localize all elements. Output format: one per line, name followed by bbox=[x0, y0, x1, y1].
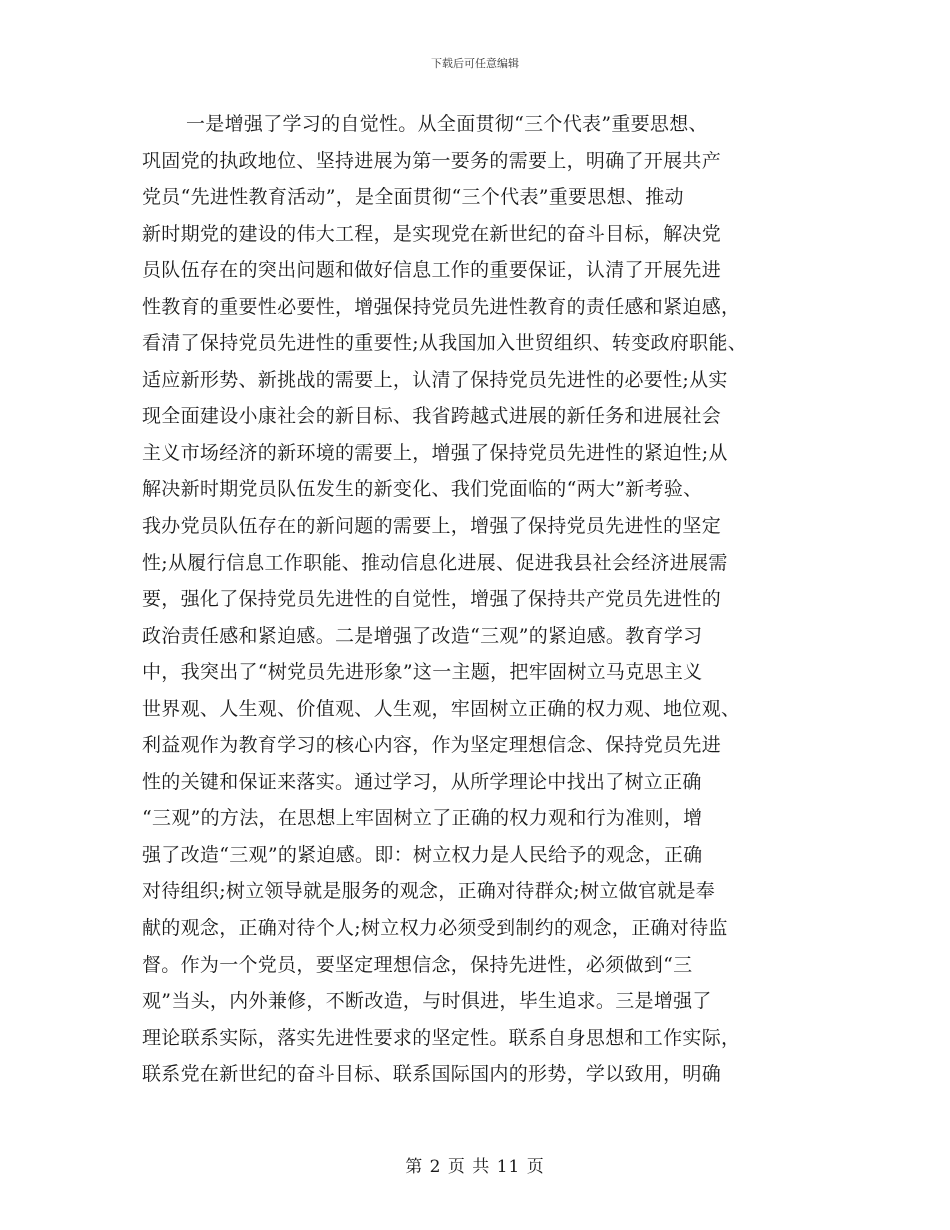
text-line: 主义市场经济的新环境的需要上，增强了保持党员先进性的紧迫性;从 bbox=[142, 441, 728, 464]
page-footer bbox=[0, 1152, 950, 1177]
text-line: 要，强化了保持党员先进性的自觉性，增强了保持共产党员先进性的 bbox=[142, 588, 722, 611]
header-note: 下载后可任意编辑 bbox=[431, 57, 519, 70]
text-line: “三观”的方法，在思想上牢固树立了正确的权力观和行为准则，增 bbox=[142, 807, 703, 830]
text-line: 理论联系实际，落实先进性要求的坚定性。联系自身思想和工作实际， bbox=[142, 1026, 741, 1049]
text-line: 联系党在新世纪的奋斗目标、联系国际国内的形势，学以致用，明确 bbox=[142, 1063, 722, 1086]
text-line: 一是增强了学习的自觉性。从全面贯彻“三个代表”重要思想、 bbox=[186, 113, 708, 135]
text-line: 新时期党的建设的伟大工程，是实现党在新世纪的奋斗目标，解决党 bbox=[142, 222, 722, 245]
text-line: 解决新时期党员队伍发生的新变化、我们党面临的“两大”新考验、 bbox=[142, 478, 703, 501]
text-line: 观”当头，内外兼修，不断改造，与时俱进，毕生追求。三是增强了 bbox=[142, 990, 712, 1013]
text-line: 中，我突出了“树党员先进形象”这一主题，把牢固树立马克思主义 bbox=[142, 661, 703, 684]
text-line: 员队伍存在的突出问题和做好信息工作的重要保证，认清了开展先进 bbox=[142, 259, 722, 282]
text-line: 党员“先进性教育活动”，是全面贯彻“三个代表”重要思想、推动 bbox=[142, 186, 684, 209]
text-line: 性;从履行信息工作职能、推动信息化进展、促进我县社会经济进展需 bbox=[142, 551, 728, 574]
text-line: 现全面建设小康社会的新目标、我省跨越式进展的新任务和进展社会 bbox=[142, 405, 722, 428]
text-line: 性教育的重要性必要性，增强保持党员先进性教育的责任感和紧迫感， bbox=[142, 295, 741, 318]
body-text bbox=[142, 106, 812, 1093]
text-line: 对待组织;树立领导就是服务的观念，正确对待群众;树立做官就是奉 bbox=[142, 880, 716, 903]
page-number: 第 2 页 共 11 页 bbox=[405, 1157, 545, 1177]
text-line: 政治责任感和紧迫感。二是增强了改造“三观”的紧迫感。教育学习 bbox=[142, 624, 703, 647]
text-line: 利益观作为教育学习的核心内容，作为坚定理想信念、保持党员先进 bbox=[142, 734, 722, 757]
text-line: 巩固党的执政地位、坚持进展为第一要务的需要上，明确了开展共产 bbox=[142, 149, 722, 172]
text-line: 强了改造“三观”的紧迫感。即：树立权力是人民给予的观念，正确 bbox=[142, 843, 703, 866]
text-line: 性的关键和保证来落实。通过学习，从所学理论中找出了树立正确 bbox=[142, 770, 702, 793]
text-line: 我办党员队伍存在的新问题的需要上，增强了保持党员先进性的坚定 bbox=[142, 515, 722, 538]
text-line: 看清了保持党员先进性的重要性;从我国加入世贸组织、转变政府职能、 bbox=[142, 332, 748, 355]
text-line: 督。作为一个党员，要坚定理想信念，保持先进性，必须做到“三 bbox=[142, 953, 693, 976]
text-line: 献的观念，正确对待个人;树立权力必须受到制约的观念，正确对待监 bbox=[142, 917, 728, 940]
text-line: 世界观、人生观、价值观、人生观，牢固树立正确的权力观、地位观、 bbox=[142, 697, 741, 720]
text-line: 适应新形势、新挑战的需要上，认清了保持党员先进性的必要性;从实 bbox=[142, 368, 728, 391]
